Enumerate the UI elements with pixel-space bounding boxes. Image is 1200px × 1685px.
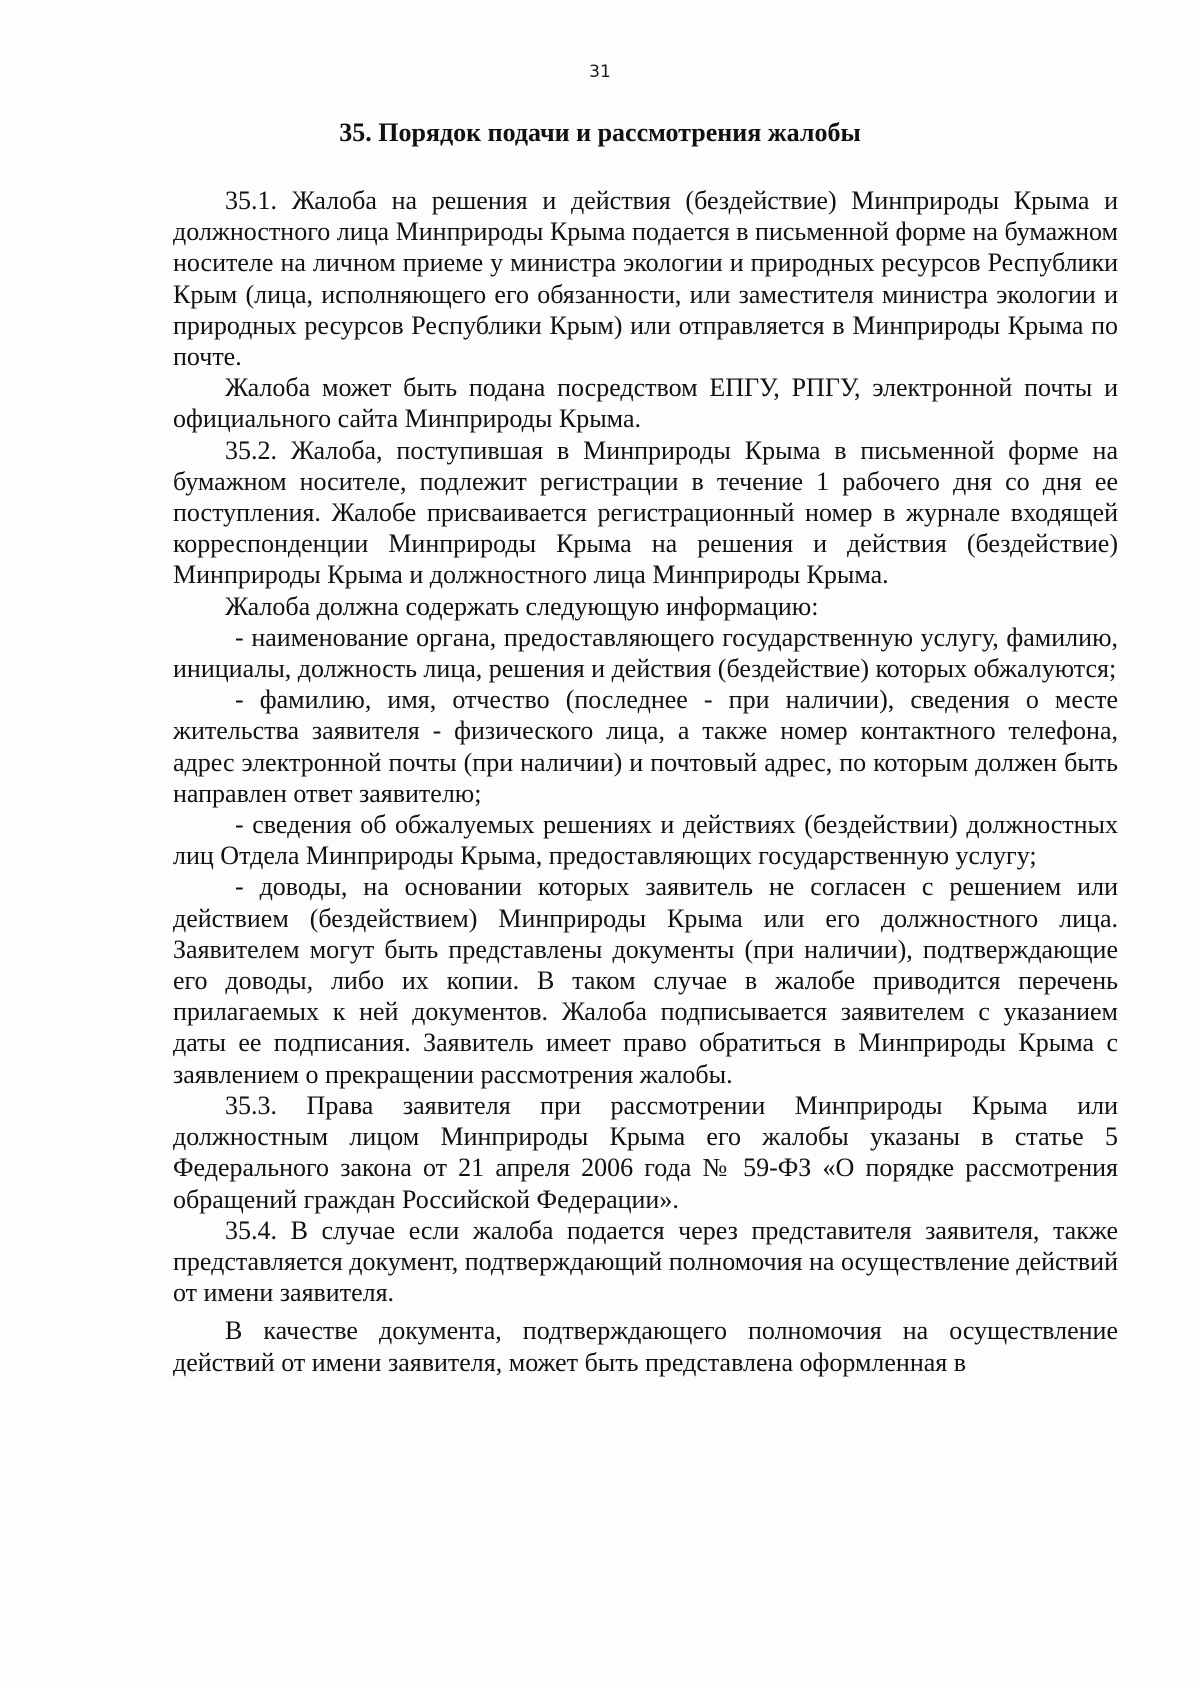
list-item-arguments: - доводы, на основании которых заявитель не согласен с решением или действием (бездействием) Минприроды Крыма или его должностного лица. Заявителем могут быть представлены документы (при наличии), подтверждающие его доводы, либо их копии. В таком случае в жалобе приводится перечень прилагаемых к ней документов. Жалоба подписывается заявителем с указанием даты ее подписания. Заявитель имеет право обратиться в Минприроды Крыма с заявлением о прекращении рассмотрения жалобы. bbox=[173, 872, 1118, 1089]
paragraph-submission-channels: Жалоба может быть подана посредством ЕПГУ, РПГУ, электронной почты и официального сайта Минприроды Крыма. bbox=[173, 373, 1118, 434]
document-body bbox=[173, 185, 1118, 1378]
paragraph-35-1: 35.1. Жалоба на решения и действия (бездействие) Минприроды Крыма и должностного лица Минприроды Крыма подается в письменной форме на бумажном носителе на личном приеме у министра экологии и природных ресурсов Республики Крым (лица, исполняющего его обязанности, или заместителя министра экологии и природных ресурсов Республики Крым) или отправляется в Минприроды Крыма по почте. bbox=[173, 186, 1118, 372]
paragraph-required-info: Жалоба должна содержать следующую информацию: bbox=[225, 591, 819, 621]
list-item-applicant-details: - фамилию, имя, отчество (последнее - при наличии), сведения о месте жительства заявителя - физического лица, а также номер контактного телефона, адрес электронной почты (при наличии) и почтовый адрес, по которым должен быть направлен ответ заявителю; bbox=[173, 685, 1118, 808]
paragraph-35-4: 35.4. В случае если жалоба подается через представителя заявителя, также представляется документ, подтверждающий полномочия на осуществление действий от имени заявителя. bbox=[173, 1215, 1118, 1308]
paragraph-35-3: 35.3. Права заявителя при рассмотрении Минприроды Крыма или должностным лицом Минприроды Крыма его жалобы указаны в статье 5 Федерального закона от 21 апреля 2006 года № 59-ФЗ «О порядке рассмотрения обращений граждан Российской Федерации». bbox=[173, 1090, 1118, 1214]
paragraph-authority-document: В качестве документа, подтверждающего полномочия на осуществление действий от имени заявителя, может быть представлена оформленная в bbox=[173, 1316, 1118, 1377]
paragraph-35-2: 35.2. Жалоба, поступившая в Минприроды Крыма в письменной форме на бумажном носителе, подлежит регистрации в течение 1 рабочего дня со дня ее поступления. Жалобе присваивается регистрационный номер в журнале входящей корреспонденции Минприроды Крыма на решения и действия (бездействие) Минприроды Крыма и должностного лица Минприроды Крыма. bbox=[173, 435, 1118, 590]
list-item-authority: - наименование органа, предоставляющего государственную услугу, фамилию, инициалы, должность лица, решения и действия (бездействие) которых обжалуются; bbox=[173, 622, 1118, 684]
list-item-appealed-decisions: - сведения об обжалуемых решениях и действиях (бездействии) должностных лиц Отдела Минприроды Крыма, предоставляющих государственную услугу; bbox=[173, 810, 1118, 871]
section-heading: 35. Порядок подачи и рассмотрения жалобы bbox=[339, 118, 861, 147]
page-number: 31 bbox=[589, 62, 611, 82]
